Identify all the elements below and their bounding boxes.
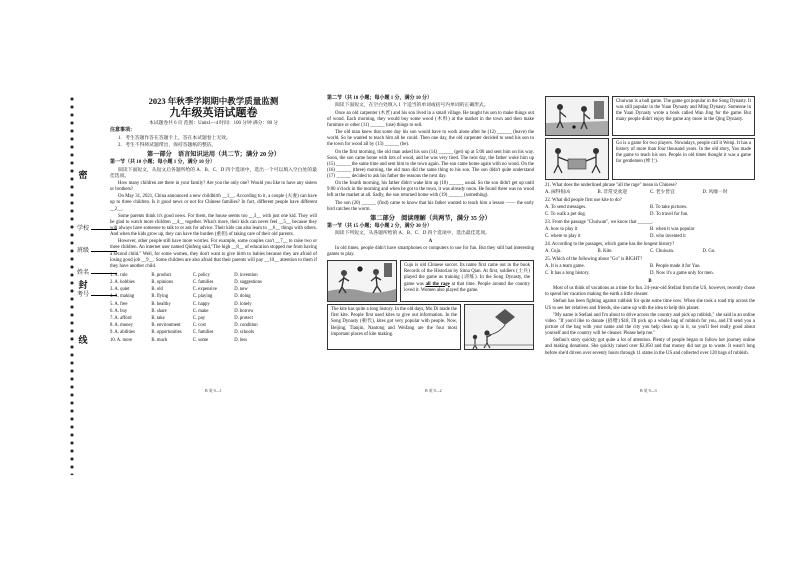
answer-option[interactable]: D. Go. bbox=[702, 249, 716, 255]
option: B. share bbox=[151, 308, 167, 314]
questions-21-25 bbox=[545, 183, 755, 278]
column-2 bbox=[327, 96, 534, 350]
passage-paragraph: Stefani has been fighting against rubbish for quite some time now. When she took a road trip across the US to see her relatives and friends, she came up with the idea to help this planet. bbox=[545, 299, 755, 311]
passage-paragraph: However, other people still have more worries. For example, some couples can't __7__ to raise two or three children. An internet user named Qinfeng said,"The high __8__ of education stopped me from having a second child." Well, for some women, they don't want to give birth to babies because they are afraid of losing good job __9__. Some children are also afraid that their parents will pay __10__ attention to them if they have another child. bbox=[110, 239, 317, 269]
option: D. protect bbox=[234, 316, 253, 322]
seal-word-xian: 线 bbox=[78, 335, 88, 345]
passage-paragraph: On May 31, 2021, China announced a new childbirth __1__. According to it, a couple (夫妻) can have up to three children. Is it good news or not for Chinese families? In fact, different people have different __2__. bbox=[110, 194, 317, 212]
kite-text: The kite has quite a long history. In the old days, Mo Di made the first kite. People first used kites to give out information. In the Song Dynasty (朝代), kites got very popular with people. Now, Beijing, Tianjin, Nantong and Weifang are the four most important places of kite making. bbox=[327, 304, 461, 350]
option: 10. A. more bbox=[110, 337, 133, 343]
cuju-illustration bbox=[327, 260, 397, 302]
exam-title: 2023 年秋季学期期中教学质量监测 bbox=[148, 96, 279, 106]
chuiwan-text: Chuiwan is a ball game. The game got popular in the Song Dynasty. It was still popular in the Yuan Dynasty and Ming Dynasty. Someone in the Yuan Dynasty wrote a book called Wan Jing for the game. But many people didn't enjoy the game any more in the Qing Dynasty. bbox=[612, 96, 755, 136]
passage-letter-a: A bbox=[428, 238, 433, 244]
option: 5. A. free bbox=[110, 301, 128, 307]
passage-paragraph: On the first morning, the old man asked his son (14) ______ (get) up at 5:00 and sent him on his way. Soon, the son came home with lots of wood, and he was very tired. The next day, the father woke him up (15) ______ the same time and sent him to the town again. The son came home again with no wood. On the (16) ______ (three) morning, the old man did the same thing to his son. The son didn't quite understand (17) ______ decided to ask his father the reasons the next day. bbox=[327, 149, 534, 179]
passage-a-intro: In old times, people didn't have smartphones or computers to use for fun. But they still had interesting games to play. bbox=[327, 246, 534, 258]
option: D. condition bbox=[234, 323, 258, 329]
answer-options bbox=[545, 205, 755, 219]
section2-instruction: 阅读下面短文，在空白处填入 1 个适当的单词或括号内单词的正确形式。 bbox=[335, 103, 489, 109]
note-item: 1．考生答题作答在答题卡上，答在本试题卷上无效。 bbox=[118, 135, 231, 141]
answer-option[interactable]: B. 非常受欢迎 bbox=[597, 190, 628, 196]
option: B. old bbox=[151, 287, 163, 293]
reading-section1-heading: 第一节（共 15 小题；每小题 2 分，满分 30 分） bbox=[327, 224, 433, 230]
passage-paragraph: The son (20) ______ (find) came to know that his father wanted to teach him a lesson —— the early bird catches the worm. bbox=[327, 200, 534, 212]
answer-option[interactable]: A. It is a team game. bbox=[545, 264, 585, 270]
option: B. product bbox=[151, 272, 172, 278]
passage-paragraph: Once an old carpenter (木匠) and his son lived in a small village. He taught his son to make things out of wood. Each morning, they would buy some wood (木料) at the market in the town and then make furniture or other (11) ______ (use) things to sell. bbox=[327, 110, 534, 128]
option: C. cost bbox=[192, 323, 206, 329]
option: C. families bbox=[192, 330, 214, 336]
chuiwan-illustration bbox=[545, 96, 609, 136]
go-block bbox=[545, 138, 755, 180]
option: D. suggestions bbox=[234, 280, 262, 286]
cuju-block bbox=[327, 260, 534, 302]
passage-paragraph: "My name is Stefani and I'm about to drive across the country and pick up rubbish," she said in an online video. "If you'd like to donate (捐赠) $18, I'll pick up a whole bag of rubbish for you, and I'll send you a picture of the bag with your name and the city you help clean up in it, so you'll feel really good about yourself and the country will be cleaner. Please help me." bbox=[545, 312, 755, 337]
answer-option[interactable]: A. how to play it bbox=[545, 227, 578, 233]
answer-option[interactable]: C. To walk a pet dog. bbox=[545, 212, 587, 218]
answer-option[interactable]: A. To send messages. bbox=[545, 205, 587, 211]
passage-paragraph: How many children are there in your family? Are you the only one? Would you like to have any sisters or brothers? bbox=[110, 180, 317, 193]
answer-option[interactable]: D. Now it's a game only for men. bbox=[650, 270, 714, 276]
exam-number-field[interactable]: 考号 bbox=[77, 289, 125, 298]
option: B. opinions bbox=[151, 280, 174, 286]
answer-option[interactable]: C. Chuiwan. bbox=[650, 249, 675, 255]
option: 4. A. making bbox=[110, 294, 135, 300]
passage-paragraph: Stefani's story quickly got quite a lot of attention. Plenty of people began to follow her journey online and making donations. She quickly raised over $2,850 and that money did not go to waste. It wasn't long before she'd driven over seventy hours through 11 states in the US and collected over 120 bags of rubbish. bbox=[545, 338, 755, 356]
option: B. opportunities bbox=[151, 330, 182, 336]
passage-paragraph: Most of us think of vacations as a time for fun. 24-year-old Stefani from the US, however, recently chose to spend her vacation making the earth a little cleaner. bbox=[545, 286, 755, 298]
page-number: B 英 9—2 bbox=[425, 388, 442, 393]
option: C. happy bbox=[192, 301, 210, 307]
option: D. doing bbox=[234, 294, 251, 300]
option: C. expensive bbox=[192, 287, 218, 293]
answer-option[interactable]: B. To take pictures. bbox=[650, 205, 688, 211]
question-stem: 23. From the passage "Chuiwan", we know that ______. bbox=[545, 219, 654, 225]
option: 3. A. quiet bbox=[110, 287, 130, 293]
option: C. policy bbox=[192, 272, 210, 278]
option: 7. A. afford bbox=[110, 316, 132, 322]
passage-paragraph: On the fourth morning, his father didn't wake him up (18) ______ usual. So the son didn't get up until 9:00 o'clock in the morning and when he got to the town, it was already noon. He found there was no wood left at the market at all. Sadly, the son returned home with (19) ______ (something). bbox=[327, 181, 534, 199]
kite-illustration bbox=[464, 304, 534, 350]
exam-meta: 本试题卷共 6 页 范围：Units1—4 时间：100 分钟 满分：80 分 bbox=[148, 121, 279, 126]
class-field[interactable]: 班级 bbox=[77, 245, 125, 254]
passage-letter-b: B bbox=[648, 278, 652, 284]
part1-heading: 第一部分 语言知识运用（共二节；满分 20 分） bbox=[146, 151, 281, 159]
option: 9. A. abilities bbox=[110, 330, 135, 336]
name-field[interactable]: 姓名 bbox=[77, 267, 125, 276]
question-stem: 24. According to the passages, which game has the longest history? bbox=[545, 241, 675, 247]
answer-option[interactable]: C. It has a long history. bbox=[545, 270, 590, 276]
go-illustration bbox=[545, 138, 609, 180]
answer-option[interactable]: C. where to play it bbox=[545, 234, 581, 240]
options-table bbox=[110, 272, 317, 344]
option: D. borrow bbox=[234, 308, 254, 314]
option: B. environment bbox=[151, 323, 181, 329]
binding-dotted-line bbox=[68, 95, 76, 475]
question-stem: 21. What does the underlined phrase "all the rage" mean in Chinese? bbox=[545, 183, 677, 188]
answer-option[interactable]: D. who invented it bbox=[650, 234, 686, 240]
answer-option[interactable]: D. 风靡一时 bbox=[702, 190, 728, 196]
option: D. schools bbox=[234, 330, 254, 336]
passage-paragraph: Some parents think it's good news. For them, the house seems too __3__ with just one kid. They will be glad to watch more children __4__ together. What's more, their kids can never feel __5__ because they will always have someone to talk to or ask for advice. Their kids can also learn to __6__ things with others. And when the kids grow up, they can have the burden (重担) of taking care of their old parents. bbox=[110, 213, 317, 238]
answer-option[interactable]: B. when it was popular bbox=[650, 227, 695, 233]
option: D. invention bbox=[234, 272, 258, 278]
part2-heading: 第二部分 阅读理解（共两节，满分 35 分） bbox=[370, 215, 491, 222]
answer-option[interactable]: A. 闹得很凶 bbox=[545, 190, 571, 196]
column-3 bbox=[545, 96, 755, 358]
chuiwan-block bbox=[545, 96, 755, 136]
kite-block bbox=[327, 304, 534, 350]
cuju-text: Cuju is old Chinese soccer. Its name first came out in the book Records of the Historian by Sima Qian. At first, soldiers (士兵) played the game as training (训练). In the Song Dynasty, the game was all the rage at that time. People around the country loved it. Women also played the game. bbox=[400, 260, 534, 302]
seal-word-mi: 密 bbox=[78, 170, 88, 180]
go-text: Go is a game for two players. Nowadays, people call it Weiqi. It has a history of more than four thousand years. In the old story, Yao made the game to teach his son. People in old times thought it was a game for gentlemen (绅士). bbox=[612, 138, 755, 180]
note-item: 2．考生不得将试题带出，保持答题纸的整洁。 bbox=[118, 142, 217, 148]
page-number: B 英 9—3 bbox=[640, 388, 657, 393]
option: D. less bbox=[234, 337, 247, 343]
option: B. much bbox=[151, 337, 168, 343]
answer-options bbox=[545, 264, 755, 278]
option: B. take bbox=[151, 316, 165, 322]
all-the-rage-phrase: all the rage bbox=[425, 281, 450, 287]
answer-option[interactable]: A. Cuju. bbox=[545, 249, 562, 255]
option: C. some bbox=[192, 337, 209, 343]
option: 8. A. money bbox=[110, 323, 133, 329]
seal-word-feng: 封 bbox=[78, 280, 88, 290]
exam-subtitle: 九年级英语试题卷 bbox=[169, 107, 258, 119]
option: C. make bbox=[192, 308, 209, 314]
option: C. pay bbox=[192, 316, 206, 322]
option: 2. A. hobbies bbox=[110, 280, 135, 286]
option: D. lonely bbox=[234, 301, 252, 307]
option: B. healthy bbox=[151, 301, 171, 307]
section1-instruction: 阅读下面短文，从短文后各题所给的 A、B、C、D 四个选项中，选出一个可以填入空白处的最佳选项。 bbox=[110, 167, 317, 179]
reading-instruction: 阅读下列短文，从各题所给的 A、B、C、D 四个选项中，选出最佳选项。 bbox=[335, 231, 490, 237]
answer-option[interactable]: B. People made it for Yao. bbox=[650, 264, 701, 270]
question-stem: 25. Which of the following about "Go" is RIGHT? bbox=[545, 256, 643, 262]
option: 6. A. buy bbox=[110, 308, 128, 314]
passage-paragraph: The old man knew that some day his son would have to work alone after he (12) ______ (leave) the world. So he wanted to teach him all he could. Then one day, the old carpenter decided to send his son to the town for wood all by (13) ______ (he). bbox=[327, 130, 534, 148]
answer-options bbox=[545, 227, 755, 241]
section1-heading: 第一节（共 10 小题；每小题 1 分，满分 10 分） bbox=[110, 160, 216, 166]
answer-option[interactable]: D. To travel for fun. bbox=[650, 212, 689, 218]
section2-heading: 第二节（共 10 小题；每小题 1 分，满分 10 分） bbox=[327, 96, 433, 101]
option: B. flying bbox=[151, 294, 169, 300]
column-1 bbox=[110, 96, 317, 344]
option: 1. A. rule bbox=[110, 272, 128, 278]
page-number: B 英 9—1 bbox=[205, 388, 222, 393]
option: C. families bbox=[192, 280, 214, 286]
answer-option[interactable]: C. 老少皆宜 bbox=[650, 190, 675, 196]
answer-options bbox=[545, 190, 755, 197]
option: D. new bbox=[234, 287, 248, 293]
answer-options bbox=[545, 249, 755, 256]
answer-option[interactable]: B. Kite. bbox=[597, 249, 613, 255]
notes-heading: 注意事项： bbox=[110, 128, 136, 134]
school-field[interactable]: 学校 bbox=[77, 223, 125, 232]
option: C. playing bbox=[192, 294, 213, 300]
question-stem: 22. What did people first use kite to do? bbox=[545, 198, 622, 204]
